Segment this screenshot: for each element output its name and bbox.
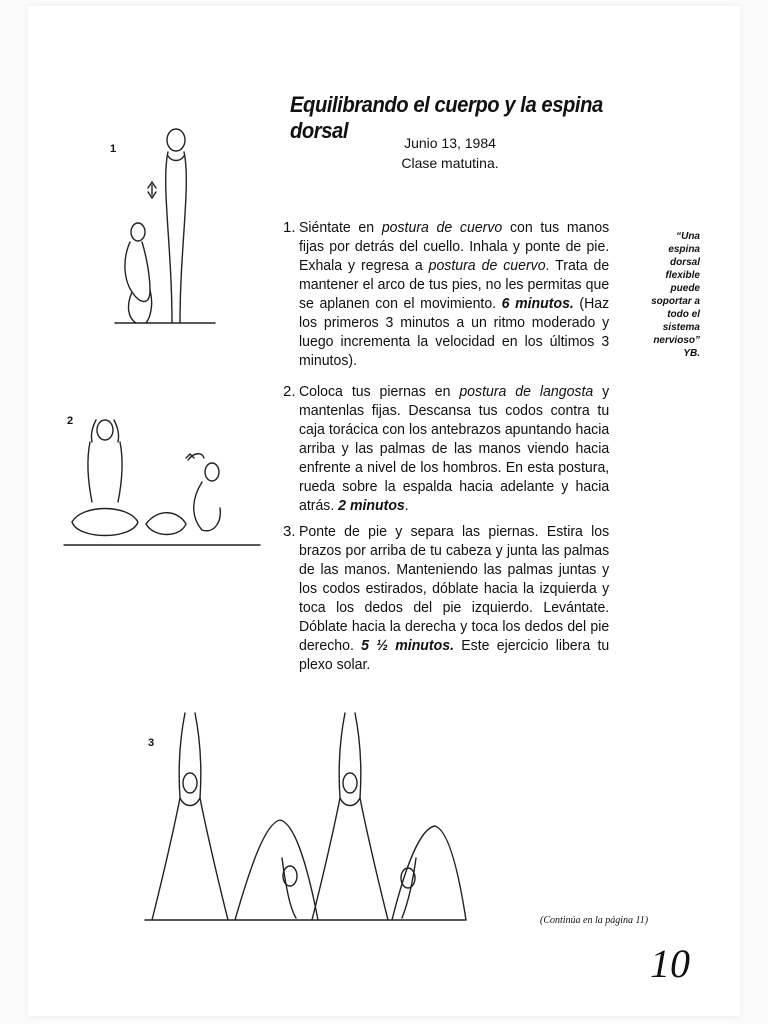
exercise-text-part: Siéntate en [299, 219, 382, 236]
figure-label-3: 3 [148, 737, 155, 749]
exercise-text-part: . Trata de mantener el arco de tus pies, no les permitas que se aplanen con el movimiento. [299, 257, 610, 312]
exercise-number: 2. [283, 383, 296, 400]
quote-text: “Una espina dorsal flexible puede soportar a todo el sistema nervioso” [651, 231, 700, 346]
date-line: Junio 13, 1984 [404, 135, 496, 151]
exercise-text-part: Ponte de pie y separa las piernas. Estira los brazos por arriba de tu cabeza y junta las palmas de las manos. Manteniendo las palmas juntas y los codos estirados, dóblate hacia la izquierda y toca los dedos del pie izquierdo. Levántate. Dóblate hacia la derecha y toca los dedos del pie derecho. [299, 523, 610, 654]
side-quote [650, 230, 700, 360]
exercise-1 [283, 218, 629, 370]
figure-3-illustration [140, 708, 470, 933]
exercise-text-part: Este ejercicio libera tu plexo solar. [299, 637, 610, 673]
page-number: 10 [650, 941, 690, 986]
exercise-text-part: 6 minutos. [501, 295, 574, 312]
figure-label-1: 1 [110, 143, 117, 155]
exercise-text-part: (Haz los primeros 3 minutos a un ritmo moderado y luego incrementa la velocidad en los últimos 3 minutos). [299, 295, 610, 369]
figure-1-illustration [110, 120, 220, 335]
exercise-text-part: . [404, 497, 409, 514]
exercise-3 [283, 522, 629, 674]
exercise-number: 3. [283, 523, 296, 540]
exercise-number: 1. [283, 219, 296, 236]
exercise-text-part: 5 ½ minutos. [361, 637, 454, 654]
continued-note: (Continúa en la página 11) [540, 915, 649, 926]
exercise-text-part: 2 minutos [338, 497, 405, 514]
exercise-text [299, 218, 609, 370]
exercise-text-part: postura de cuervo [381, 219, 503, 236]
exercise-text-part: postura de langosta [459, 383, 594, 400]
session-line: Clase matutina. [401, 155, 499, 171]
exercise-text-part: y mantenlas fijas. Descansa tus codos contra tu caja torácica con los antebrazos apuntando hacia arriba y las palmas de las manos viendo hacia enfrente a nivel de los hombros. En esta postura, rueda sobre la espalda hacia adelante y hacia atrás. [299, 383, 610, 514]
exercise-2 [283, 382, 629, 515]
figure-label-2: 2 [67, 415, 74, 427]
figure-2-illustration [62, 412, 262, 557]
exercise-text-part: con tus manos fijas por detrás del cuello. Inhala y ponte de pie. Exhala y regresa a [299, 219, 610, 274]
exercise-text [299, 522, 609, 674]
page-title: Equilibrando el cuerpo y la espina dorsal [290, 92, 603, 143]
exercise-text-part: Coloca tus piernas en [299, 383, 460, 400]
quote-author: YB. [683, 348, 700, 359]
exercise-text-part: postura de cuervo [428, 257, 546, 274]
exercise-text [299, 382, 609, 515]
